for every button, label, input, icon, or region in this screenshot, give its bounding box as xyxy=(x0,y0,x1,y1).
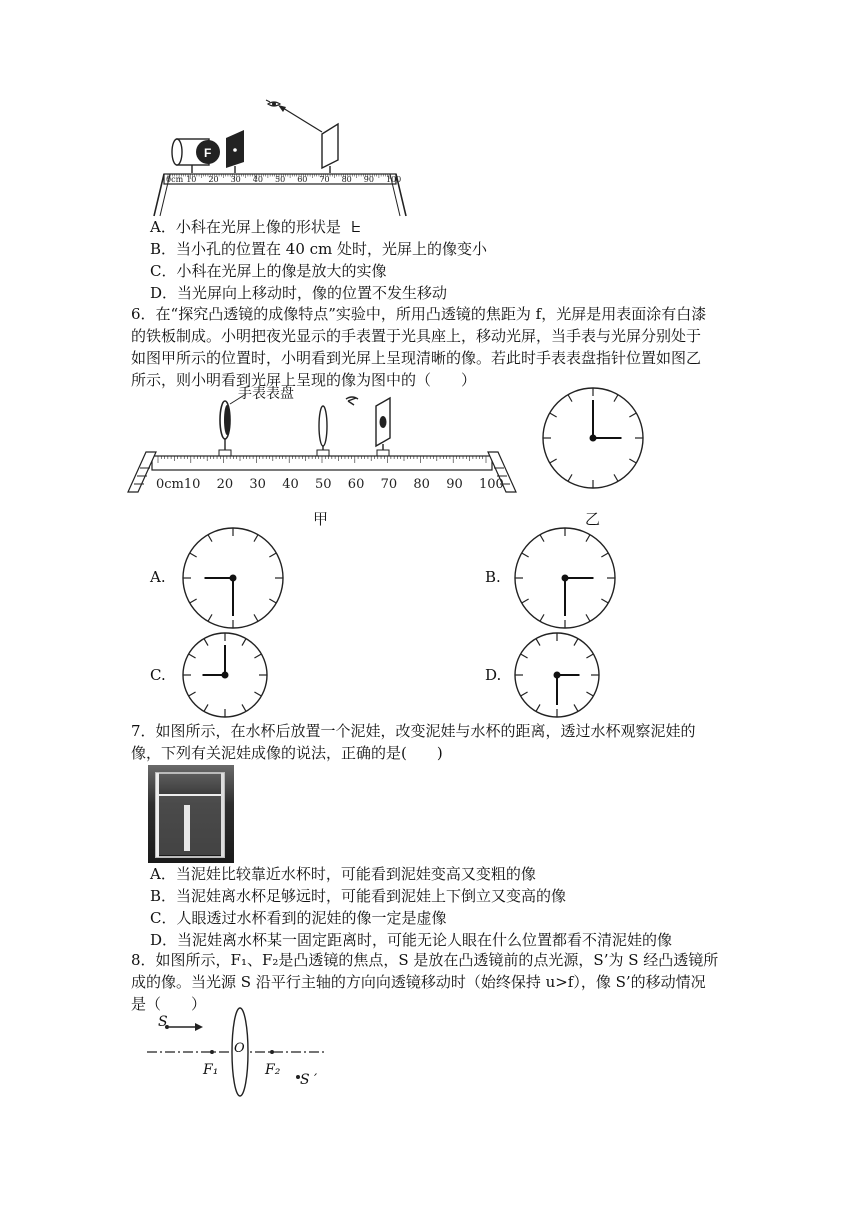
ruler-tick-label: 20 xyxy=(208,175,219,184)
optical-bench-figure xyxy=(128,385,518,508)
q5-option-b: B．当小孔的位置在 40 cm 处时，光屏上的像变小 xyxy=(150,240,488,258)
ruler-tick-label: 80 xyxy=(341,175,352,184)
q6-line-2: 的铁板制成。小明把夜光显示的手表置于光具座上，移动光屏，当手表与光屏分别处于 xyxy=(131,327,702,345)
ruler-tick-label: 30 xyxy=(230,175,241,184)
label-o: O xyxy=(234,1041,245,1056)
ruler-tick-label: 40 xyxy=(282,477,299,492)
q5-option-d: D．当光屏向上移动时，像的位置不发生移动 xyxy=(150,284,448,302)
clock-choice-c xyxy=(180,630,270,720)
q7-line-1: 7．如图所示，在水杯后放置一个泥娃，改变泥娃与水杯的距离，透过水杯观察泥娃的 xyxy=(131,722,696,740)
choice-a-label: A. xyxy=(150,568,166,586)
light-screen xyxy=(322,124,338,173)
ruler-tick-label: 100 xyxy=(386,175,402,184)
q6-line-1: 6．在“探究凸透镜的成像特点”实验中，所用凸透镜的焦距为 f，光屏是用表面涂有白漆 xyxy=(131,305,707,323)
q8-line-2: 成的像。当光源 S 沿平行主轴的方向向透镜移动时（始终保持 u>f），像 S’的移动情况 xyxy=(131,973,706,991)
label-s-prime: S ′ xyxy=(300,1072,318,1088)
ruler-tick-label: 70 xyxy=(380,477,398,492)
q7-option-c: C．人眼透过水杯看到的泥娃的像一定是虚像 xyxy=(150,909,447,927)
ruler-tick-label: 100 xyxy=(479,477,504,492)
q6-line-4: 所示，则小明看到光屏上呈现的像为图中的（ ） xyxy=(131,371,477,389)
clock-choice-d xyxy=(512,630,602,720)
arrow-right-icon xyxy=(195,1023,203,1031)
label-f2: F₂ xyxy=(265,1062,281,1078)
screen-with-eye xyxy=(346,397,390,456)
svg-text:F: F xyxy=(204,146,212,160)
watch-icon xyxy=(219,394,246,456)
eye-icon xyxy=(266,100,280,106)
caption-yi: 乙 xyxy=(585,510,601,528)
clock-choice-b xyxy=(512,525,618,631)
ruler-tick-label: 50 xyxy=(275,175,286,184)
clock-yi xyxy=(540,382,646,494)
q5-option-a-text: A．小科在光屏上像的形状是 xyxy=(150,218,341,236)
q5-option-c: C．小科在光屏上的像是放大的实像 xyxy=(150,262,387,280)
pinhole-figure-drawing xyxy=(150,98,420,218)
clock-choice-a xyxy=(180,525,286,631)
choice-b-label: B. xyxy=(485,568,501,586)
q7-line-2: 像，下列有关泥娃成像的说法，正确的是( ) xyxy=(131,744,443,762)
label-s: S xyxy=(158,1014,168,1030)
q7-option-a: A．当泥娃比较靠近水杯时，可能看到泥娃变高又变粗的像 xyxy=(150,865,536,883)
ruler-tick-label: 0cm xyxy=(166,175,184,184)
convex-lens xyxy=(317,406,329,456)
water-cup-drawing xyxy=(148,765,234,863)
ruler-tick-label: 60 xyxy=(347,477,365,492)
ruler-tick-label: 90 xyxy=(446,477,463,492)
label-f1: F₁ xyxy=(203,1062,219,1078)
left-leg xyxy=(128,452,156,492)
optical-bench-drawing xyxy=(128,388,518,508)
q5-option-a xyxy=(150,217,361,237)
pinhole-board xyxy=(226,130,244,173)
q7-option-b: B．当泥娃离水杯足够远时，可能看到泥娃上下倒立又变高的像 xyxy=(150,887,567,905)
ruler-tick-label: 50 xyxy=(315,477,332,492)
ruler-tick-label: 60 xyxy=(297,175,308,184)
lamp-with-f xyxy=(172,139,220,173)
ruler-tick-label: 0cm10 xyxy=(156,477,201,492)
ruler-tick-label: 80 xyxy=(413,477,430,492)
choice-d-label: D. xyxy=(485,666,502,684)
ruler-tick-label: 20 xyxy=(216,477,234,492)
q8-line-3: 是（ ） xyxy=(131,995,207,1013)
ruler-tick-label: 10 xyxy=(186,175,197,184)
lens-figure xyxy=(145,1010,345,1100)
choice-c-label: C. xyxy=(150,666,166,684)
pinhole-figure xyxy=(150,98,420,218)
q8-line-1: 8．如图所示，F₁、F₂是凸透镜的焦点，S 是放在凸透镜前的点光源，S’为 S 经凸透镜所 xyxy=(131,951,719,969)
q6-line-3: 如图甲所示的位置时，小明看到光屏上呈现清晰的像。若此时手表表盘指针位置如图乙 xyxy=(131,349,702,367)
ruler-tick-label: 30 xyxy=(249,477,266,492)
q7-option-d: D．当泥娃离水杯某一固定距离时，可能无论人眼在什么位置都看不清泥娃的像 xyxy=(150,931,673,949)
caption-jia: 甲 xyxy=(313,510,329,528)
watch-label: 手表表盘 xyxy=(238,385,294,401)
ruler-tick-label: 40 xyxy=(252,175,263,184)
image-shape-glyph: ᖶ xyxy=(351,218,361,236)
water-cup-photo xyxy=(148,765,234,863)
ruler-tick-label: 90 xyxy=(363,175,374,184)
ruler-tick-label: 70 xyxy=(319,175,330,184)
